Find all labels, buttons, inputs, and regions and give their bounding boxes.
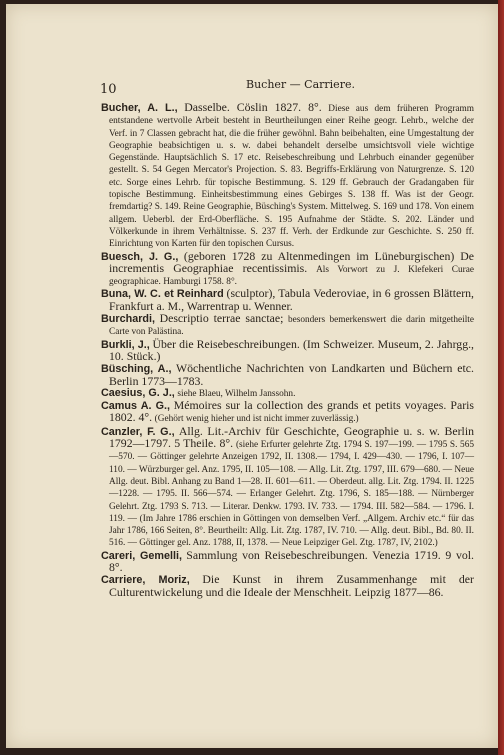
entry-note: Diese aus dem früheren Programm entstandene wertvolle Arbeit besteht in Beurtheilungen einer Reihe geogr. Lehrb., welche der Verf. in 7 Classen gebracht hat, die die früher gewöhnl. Bahn beibehalten, eine Umgestaltung der Geographie beabsichtigen u. s. w. dabei behandelt derselbe umsichtsvoll viele wichtige Gegenstände. Hauptsächlich S. 17 etc. Reisebeschreibung und Lehrbuch einander gegenüber gestellt. S. 54 Gegen Mercator's Projection. S. 83. Begriffs-Erklärung von Naturgrenze. S. 120 etc. Sorge eines Lehrb. für topische Bestimmung. S. 129 ff. Gebrauch der Gradangaben für topische Bestimmung. Einheitsbestimmung eines Gebirges S. 138 ff. Was ist der Geogr. fremdartig? S. 149. Reine Geographie, Büsching's System. Mittelweg. S. 169 und 178. Von einem allgem. Ueberbl. der Erd-Oberfläche. S. 195 Aufnahme der Städte. S. 202. Länder und Völkerkunde in ihrem Verhältnisse. S. 237 ff. Verh. der Erdkunde zur Geschichte. S. 250 ff. Einrichtung von Karten für den topischen Cursus. [109,104,474,250]
entry-author: Carriere, Moriz, [101,574,190,587]
running-head: Bucher — Carriere. [246,78,355,91]
entry-title: Sammlung von Reisebeschreibungen. Venezia 1719. 9 vol. 8°. [109,547,474,574]
entry-note: (siehe Erfurter gelehrte Ztg. 1794 S. 197—199. — 1795 S. 565—570. — Göttinger gelehrte Anzeigen 1792, II. 1308.— 1794, I. 429—430. — 1796, I. 107—110. — Würzburger gel. Anz. 1795, II. 105—108. — Allg. Lit. Ztg. 1797, III. 679—680. — Neue Allg. deut. Bibl. Anhang zu Band 1—28. II. 601—611. — Oberdeut. allg. Lit. Ztg. 1794. II. 1225—1228. — 1795. II. 566—574. — Erlanger Gelehrt. Ztg. 1796, S. 185—188. — Nürnberger Gelehrt. Ztg. 1793 S. 713. — Literar. Denkw. 1793. IV. 733. — 1794. III. 582—584. — 1796. I. 119. — (Im Jahre 1786 erschien in Göttingen von demselben Verf. „Allgem. Archiv etc.“ für das Jahr 1786, 166 Seiten, 8°. Beurtheilt: Allg. Lit. Ztg. 1787, IV. 710. — Allg. deut. Bibl., Bd. 80. II. 516. — Göttinger gel. Anz. 1788, II, 1378. — Neue Leipziger Gel. Ztg. 1787, IV, 2102.) [109,440,474,549]
entry-author: Büsching, A., [101,363,172,376]
bibliography-entry [101,102,474,251]
bibliography-entry [101,547,474,575]
entry-author: Burchardi, [101,313,155,326]
entry-author: Caesius, G. J., [101,386,175,399]
book-page [6,4,498,748]
page-number: 10 [100,82,117,97]
entry-author: Camus A. G., [101,400,171,413]
entry-title: (sculptor), Tabula Vederoviae, in 6 grossen Blättern, Frankfurt a. M., Warrentrap u. Wenner. [109,286,474,313]
bibliography-entry [101,248,474,289]
entry-title: Mémoires sur la collection des grands et petits voyages. Paris 1802. 4°. [109,398,474,425]
bibliography-body [101,102,474,599]
entry-author: Burkli, J., [101,338,150,351]
entry-title: siehe Blaeu, Wilhelm Janssohn. [177,388,296,399]
entry-author: Bucher, A. L., [101,102,178,114]
entry-note: (Gehört wenig hieher und ist nicht immer zuverlässig.) [154,414,359,425]
book-spine-edge [498,0,504,755]
entry-title: Die Kunst in ihrem Zusammenhange mit der Culturentwickelung und die Ideale der Menschheit. Leipzig 1877—86. [109,572,474,599]
entry-author: Canzler, F. G., [101,425,175,438]
page-header [96,76,476,97]
bibliography-entry [101,400,474,426]
bibliography-entry [101,336,474,364]
entry-title: Wöchentliche Nachrichten von Landkarten und Büchern etc. Berlin 1773—1783. [109,361,474,388]
bibliography-entry [101,288,474,313]
bibliography-entry [101,313,474,339]
bibliography-entry [101,574,474,599]
bibliography-entry [101,423,474,550]
entry-author: Buesch, J. G., [101,250,179,263]
entry-note: besonders bemerkenswert die darin mitgetheilte Carte von Palästina. [109,315,474,338]
bibliography-entry [101,363,474,388]
entry-author: Careri, Gemelli, [101,549,182,562]
entry-title: Allg. Lit.-Archiv für Geschichte, Geographie u. s. w. Berlin 1792—1797. 5 Theile. 8°. [109,423,474,451]
entry-title: Über die Reisebeschreibungen. (Im Schweizer. Museum, 2. Jahrgg., 10. Stück.) [109,336,474,363]
entry-title: Descriptio terrae sanctae; [159,311,284,326]
entry-author: Buna, W. C. et Reinhard [101,288,224,301]
entry-title: Dasselbe. Cöslin 1827. 8°. [184,100,322,114]
entry-note: Als Vorwort zu J. Klefekeri Curae geographicae. Hamburgi 1758. 8°. [109,264,474,288]
entry-title: (geboren 1728 zu Altenmedingen im Lüneburgischen) De incrementis Geographiae recentissimis. [109,248,474,275]
